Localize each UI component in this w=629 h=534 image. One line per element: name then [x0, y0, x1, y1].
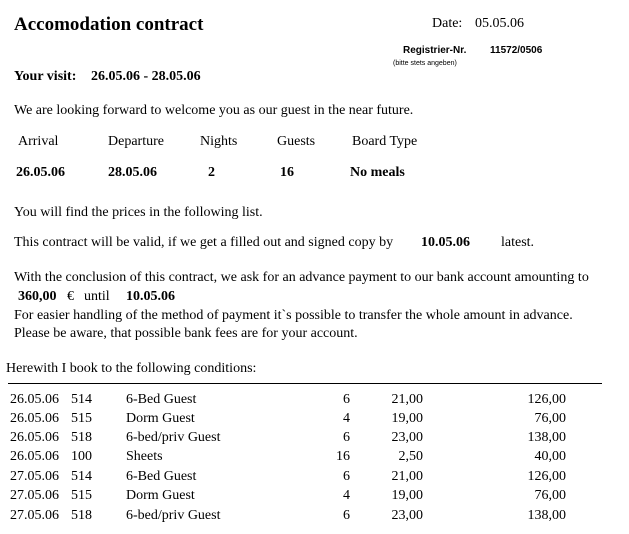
registration-note: (bitte stets angeben): [393, 60, 457, 67]
row-total: 76,00: [534, 411, 566, 426]
summary-value-nights: 2: [208, 165, 215, 180]
payment-amount: 360,00: [18, 289, 57, 304]
validity-date: 10.05.06: [421, 235, 470, 250]
row-description: Dorm Guest: [126, 488, 195, 503]
row-description: 6-bed/priv Guest: [126, 508, 221, 523]
row-date: 26.05.06: [10, 430, 59, 445]
row-description: Dorm Guest: [126, 411, 195, 426]
currency-symbol: €: [67, 289, 74, 304]
summary-value-guests: 16: [280, 165, 294, 180]
conditions-heading: Herewith I book to the following conditions:: [6, 361, 257, 376]
row-code: 518: [71, 430, 92, 445]
row-date: 27.05.06: [10, 508, 59, 523]
row-description: Sheets: [126, 449, 163, 464]
row-quantity: 6: [343, 508, 350, 523]
row-quantity: 6: [343, 430, 350, 445]
row-code: 514: [71, 469, 92, 484]
row-code: 518: [71, 508, 92, 523]
summary-header-guests: Guests: [277, 134, 316, 149]
page-title: Accomodation contract: [14, 14, 204, 35]
visit-range: 26.05.06 - 28.05.06: [91, 69, 201, 84]
row-unit-price: 21,00: [391, 392, 423, 407]
row-quantity: 6: [343, 469, 350, 484]
row-unit-price: 19,00: [391, 488, 423, 503]
payment-text-line1: With the conclusion of this contract, we ask for an advance payment to our bank account amounting to: [14, 270, 589, 285]
row-description: 6-bed/priv Guest: [126, 430, 221, 445]
summary-value-arrival: 26.05.06: [16, 165, 65, 180]
summary-header-arrival: Arrival: [18, 134, 59, 149]
row-quantity: 4: [343, 411, 350, 426]
row-unit-price: 23,00: [391, 430, 423, 445]
row-date: 26.05.06: [10, 411, 59, 426]
row-total: 76,00: [534, 488, 566, 503]
payment-text-line4: Please be aware, that possible bank fees are for your account.: [14, 326, 358, 341]
intro-text: We are looking forward to welcome you as our guest in the near future.: [14, 103, 414, 118]
row-description: 6-Bed Guest: [126, 392, 197, 407]
row-unit-price: 2,50: [398, 449, 423, 464]
validity-text: This contract will be valid, if we get a filled out and signed copy by: [14, 235, 394, 250]
row-total: 126,00: [527, 392, 566, 407]
summary-value-departure: 28.05.06: [108, 165, 157, 180]
payment-text-line3: For easier handling of the method of payment it`s possible to transfer the whole amount in advance.: [14, 308, 573, 323]
row-total: 40,00: [534, 449, 566, 464]
date-label: Date:: [432, 16, 463, 31]
row-date: 26.05.06: [10, 392, 59, 407]
summary-header-nights: Nights: [200, 134, 238, 149]
row-unit-price: 19,00: [391, 411, 423, 426]
row-quantity: 6: [343, 392, 350, 407]
summary-header-board-type: Board Type: [352, 134, 418, 149]
row-quantity: 16: [336, 449, 350, 464]
prices-text: You will find the prices in the following list.: [14, 205, 263, 220]
date-value: 05.05.06: [475, 16, 524, 31]
divider-line: [8, 383, 602, 384]
row-date: 26.05.06: [10, 449, 59, 464]
row-date: 27.05.06: [10, 469, 59, 484]
row-description: 6-Bed Guest: [126, 469, 197, 484]
registration-number: 11572/0506: [490, 45, 543, 56]
row-unit-price: 21,00: [391, 469, 423, 484]
row-code: 515: [71, 488, 92, 503]
registration-label: Registrier-Nr.: [403, 45, 467, 56]
summary-header-departure: Departure: [108, 134, 164, 149]
summary-value-board-type: No meals: [350, 165, 405, 180]
row-code: 514: [71, 392, 92, 407]
row-total: 138,00: [527, 430, 566, 445]
row-quantity: 4: [343, 488, 350, 503]
row-date: 27.05.06: [10, 488, 59, 503]
row-unit-price: 23,00: [391, 508, 423, 523]
validity-suffix: latest.: [501, 235, 535, 250]
visit-label: Your visit:: [14, 69, 77, 84]
payment-until-date: 10.05.06: [126, 289, 175, 304]
row-code: 515: [71, 411, 92, 426]
row-total: 126,00: [527, 469, 566, 484]
row-total: 138,00: [527, 508, 566, 523]
payment-until-label: until: [84, 289, 110, 304]
row-code: 100: [71, 449, 92, 464]
